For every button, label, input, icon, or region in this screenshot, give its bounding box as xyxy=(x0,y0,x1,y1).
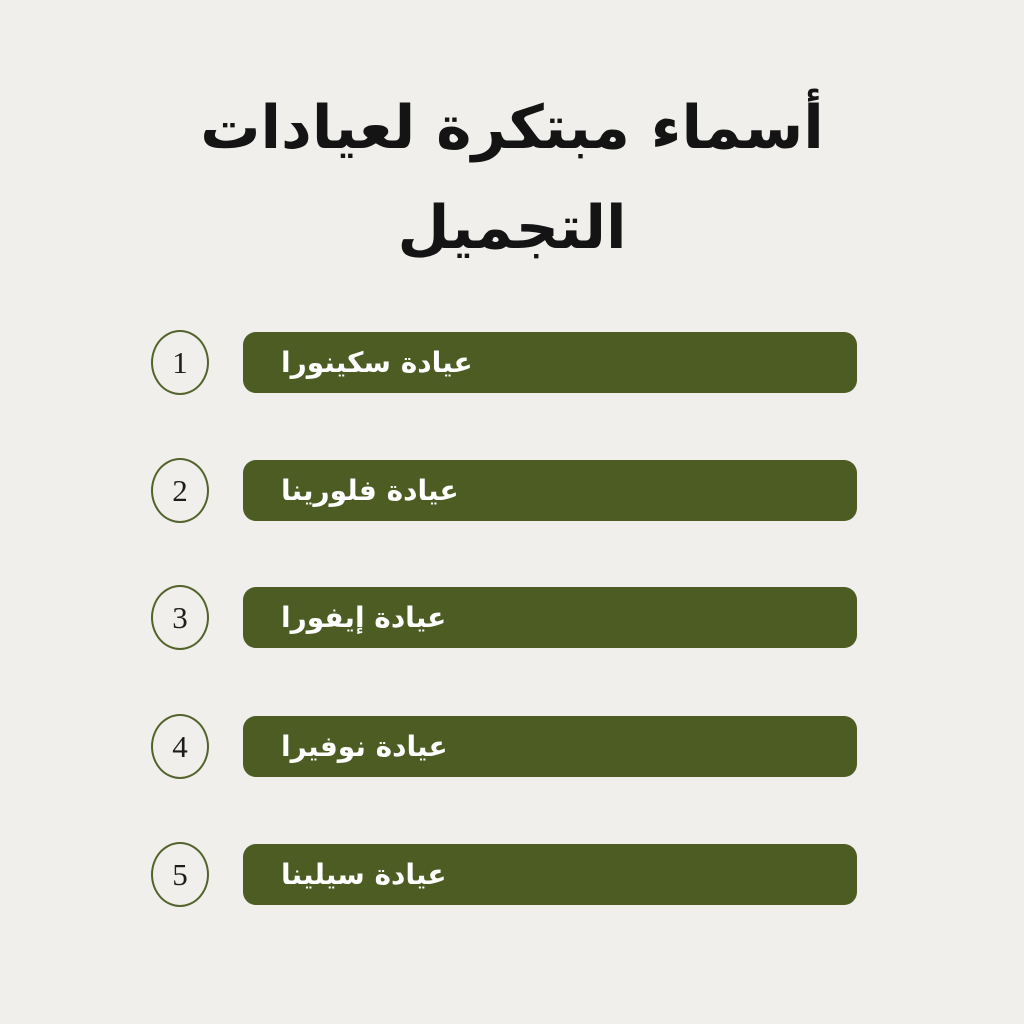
item-label: عيادة نوفيرا xyxy=(281,729,448,763)
title-line-1: أسماء مبتكرة لعيادات xyxy=(200,93,824,163)
item-number: 2 xyxy=(172,473,188,508)
list-item-2 xyxy=(0,460,1024,521)
list-item-1 xyxy=(0,332,1024,393)
list-item-5 xyxy=(0,844,1024,905)
item-number-badge xyxy=(151,585,209,650)
item-number-badge xyxy=(151,714,209,779)
item-number-badge xyxy=(151,458,209,523)
item-number: 5 xyxy=(172,857,188,892)
item-number: 1 xyxy=(172,345,188,380)
item-label: عيادة سيلينا xyxy=(281,857,447,891)
list-item-3 xyxy=(0,587,1024,648)
page-title xyxy=(0,78,1024,278)
item-bar xyxy=(243,460,857,521)
item-label: عيادة فلورينا xyxy=(281,473,459,507)
item-label: عيادة سكينورا xyxy=(281,345,473,379)
title-heading xyxy=(0,78,1024,278)
item-bar xyxy=(243,844,857,905)
item-bar xyxy=(243,587,857,648)
item-number: 3 xyxy=(172,600,188,635)
item-number: 4 xyxy=(172,729,188,764)
item-number-badge xyxy=(151,330,209,395)
item-number-badge xyxy=(151,842,209,907)
list-item-4 xyxy=(0,716,1024,777)
item-bar xyxy=(243,716,857,777)
item-bar xyxy=(243,332,857,393)
title-line-2: التجميل xyxy=(397,193,627,263)
item-label: عيادة إيفورا xyxy=(281,600,447,634)
